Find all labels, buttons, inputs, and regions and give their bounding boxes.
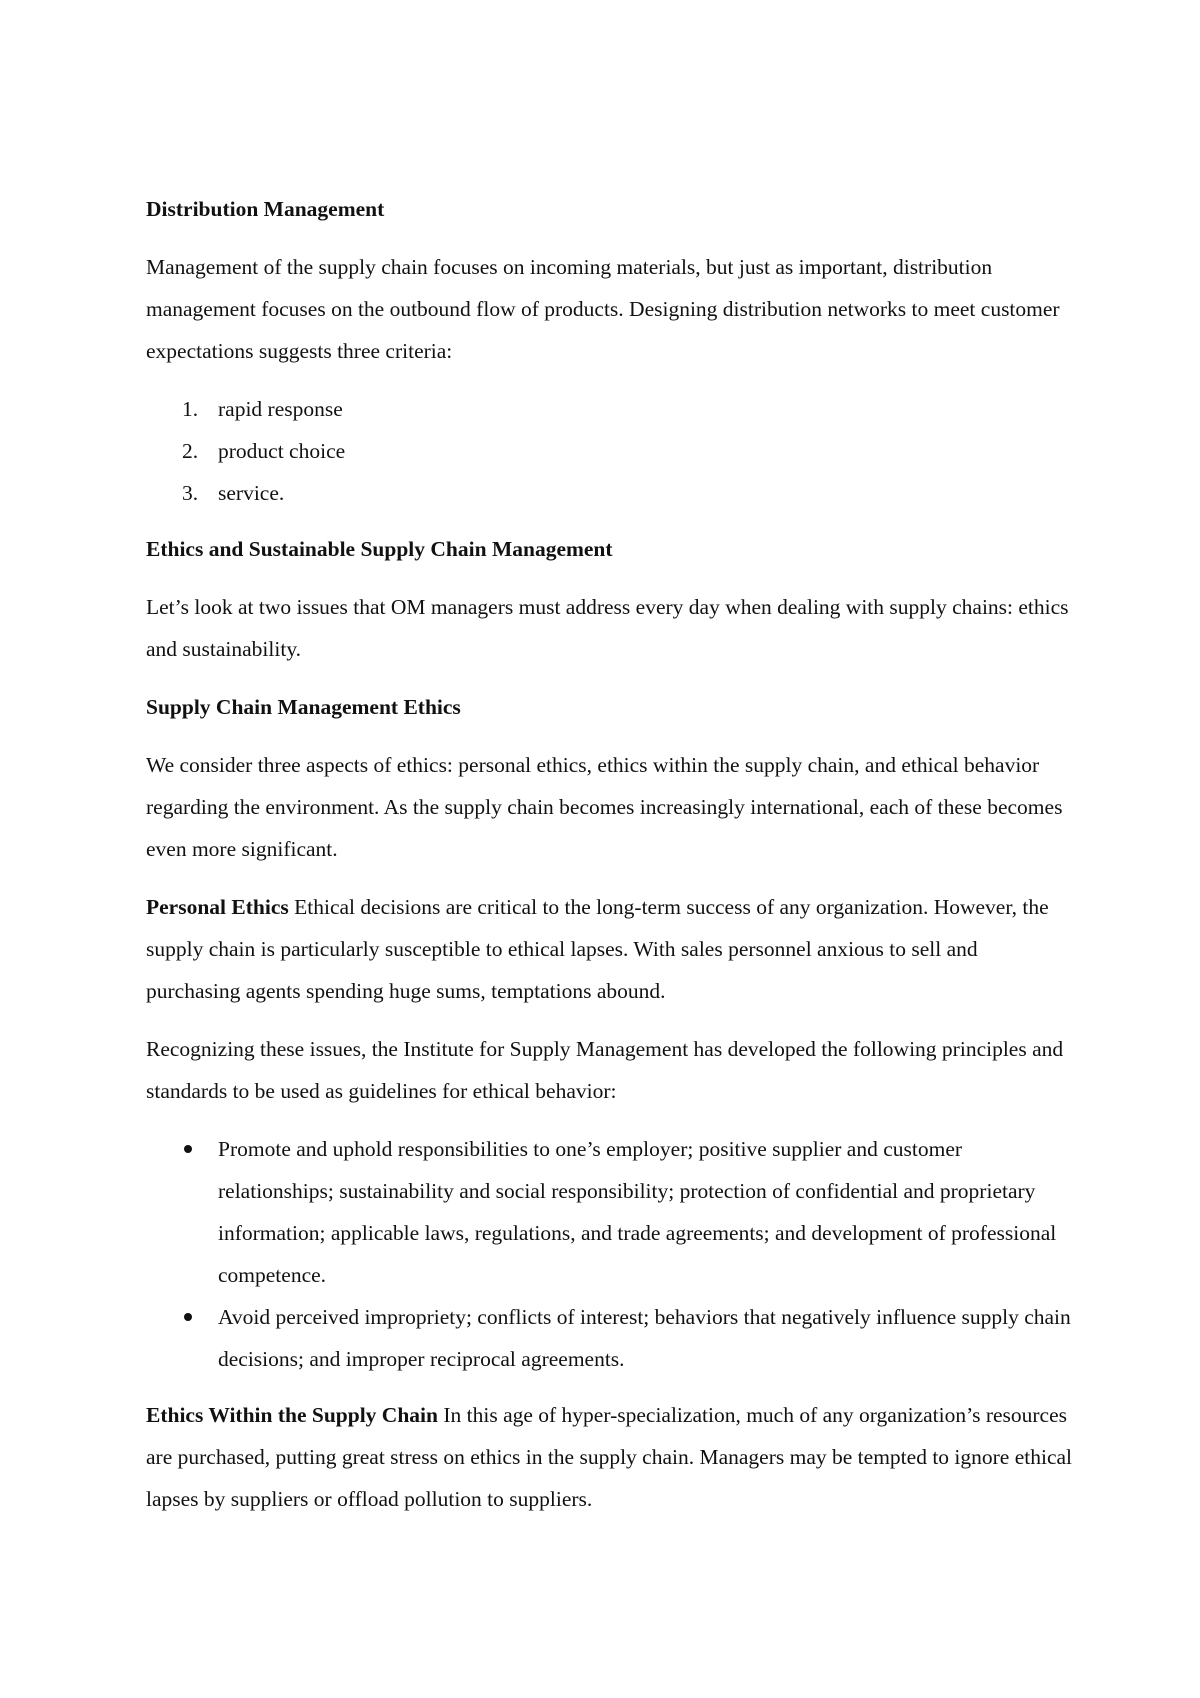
heading-ethics-sustainable: Ethics and Sustainable Supply Chain Management bbox=[146, 537, 613, 561]
principles-list bbox=[146, 1128, 1076, 1380]
list-item bbox=[146, 472, 1076, 514]
list-item-text: rapid response bbox=[218, 397, 343, 421]
list-item bbox=[146, 1128, 1076, 1296]
list-item-text: service. bbox=[218, 481, 285, 505]
personal-ethics-text: Ethical decisions are critical to the long-term success of any organization. However, the supply chain is particularly susceptible to ethical lapses. With sales personnel anxious to sell and purchasing agents spending huge sums, temptations abound. bbox=[146, 895, 1049, 1003]
runin-heading-personal-ethics: Personal Ethics bbox=[146, 895, 289, 919]
paragraph-personal-ethics bbox=[146, 886, 1076, 1012]
paragraph-distribution-intro: Management of the supply chain focuses on incoming materials, but just as important, distribution management focuses on the outbound flow of products. Designing distribution networks to meet customer expectations suggests three criteria: bbox=[146, 255, 1060, 363]
list-item bbox=[146, 388, 1076, 430]
ethics-within-text: In this age of hyper-specialization, much of any organization’s resources are purchased, putting great stress on ethics in the supply chain. Managers may be tempted to ignore ethical lapses by suppliers or offload pollution to suppliers. bbox=[146, 1403, 1073, 1511]
criteria-list bbox=[146, 388, 1076, 514]
bullet-icon bbox=[184, 1145, 192, 1153]
heading-distribution-management: Distribution Management bbox=[146, 197, 385, 221]
list-number: 2. bbox=[182, 439, 199, 463]
list-item-text: product choice bbox=[218, 439, 346, 463]
document-body bbox=[146, 188, 1076, 1520]
paragraph-ethics-within bbox=[146, 1394, 1076, 1520]
paragraph-two-issues: Let’s look at two issues that OM managers must address every day when dealing with supply chains: ethics and sustainability. bbox=[146, 595, 1069, 661]
paragraph-ism: Recognizing these issues, the Institute for Supply Management has developed the following principles and standards to be used as guidelines for ethical behavior: bbox=[146, 1037, 1064, 1103]
bullet-icon bbox=[184, 1313, 192, 1321]
list-item-text: Avoid perceived impropriety; conflicts of interest; behaviors that negatively influence supply chain decisions; and improper reciprocal agreements. bbox=[218, 1305, 1071, 1371]
list-number: 3. bbox=[182, 481, 199, 505]
list-item bbox=[146, 430, 1076, 472]
runin-heading-ethics-within: Ethics Within the Supply Chain bbox=[146, 1403, 438, 1427]
list-number: 1. bbox=[182, 397, 199, 421]
list-item bbox=[146, 1296, 1076, 1380]
heading-scm-ethics: Supply Chain Management Ethics bbox=[146, 695, 461, 719]
paragraph-three-aspects: We consider three aspects of ethics: personal ethics, ethics within the supply chain, and ethical behavior regarding the environment. As the supply chain becomes increasingly international, each of these becomes even more significant. bbox=[146, 753, 1063, 861]
list-item-text: Promote and uphold responsibilities to one’s employer; positive supplier and customer relationships; sustainability and social responsibility; protection of confidential and proprietary information; applicable laws, regulations, and trade agreements; and development of professional competence. bbox=[218, 1137, 1057, 1287]
